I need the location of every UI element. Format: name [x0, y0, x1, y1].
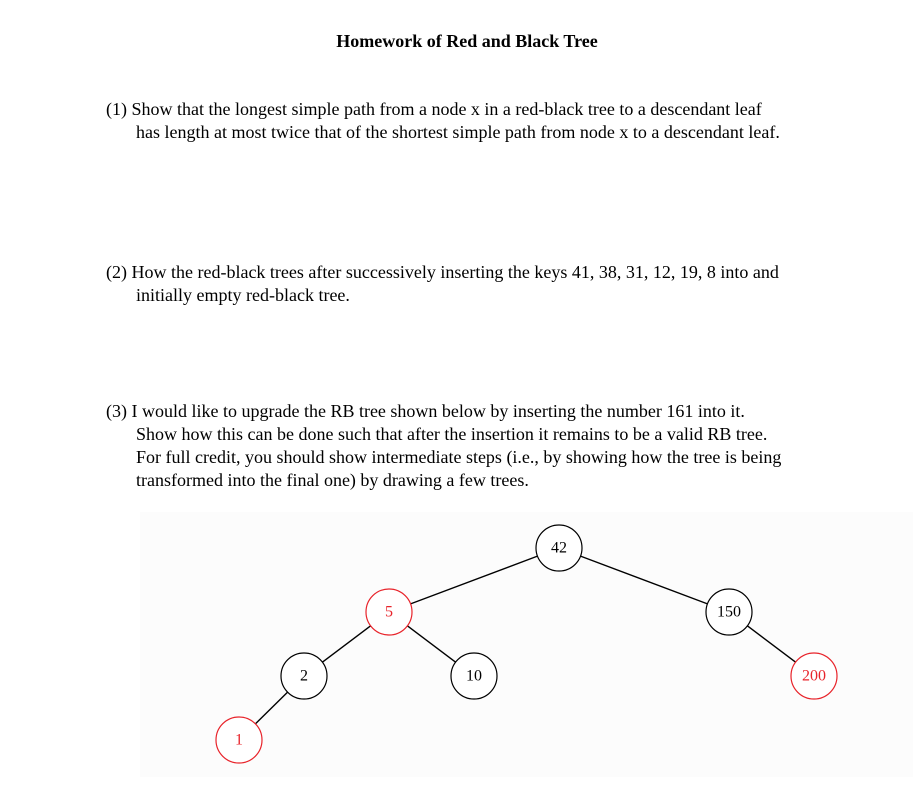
problem-1-line-1: (1) Show that the longest simple path from a node x in a red-black tree to a descendant leaf: [106, 99, 762, 119]
tree-node-42: [536, 525, 582, 571]
tree-edge-42-150: [581, 556, 708, 604]
tree-node-2: [281, 653, 327, 699]
tree-node-200: [791, 653, 837, 699]
tree-node-label: 1: [235, 731, 243, 749]
tree-edge-42-5: [411, 556, 538, 604]
tree-edge-2-1: [255, 692, 287, 724]
problem-1-line-2: has length at most twice that of the shortest simple path from node x to a descendant leaf.: [136, 122, 780, 142]
tree-node-10: [451, 653, 497, 699]
tree-edges: [255, 556, 795, 724]
problem-3-line-4: transformed into the final one) by drawing a few trees.: [136, 470, 529, 490]
tree-node-150: [706, 589, 752, 635]
problem-2-line-2: initially empty red-black tree.: [136, 285, 350, 305]
problem-3-line-1: (3) I would like to upgrade the RB tree shown below by inserting the number 161 into it.: [106, 401, 745, 421]
tree-node-label: 42: [551, 539, 567, 557]
tree-edge-5-2: [322, 626, 370, 662]
tree-edge-5-10: [407, 626, 455, 662]
tree-edge-150-200: [747, 626, 795, 662]
page-title: Homework of Red and Black Tree: [336, 31, 598, 51]
tree-node-label: 10: [466, 667, 482, 685]
problem-3-line-2: Show how this can be done such that after the insertion it remains to be a valid RB tree.: [136, 424, 768, 444]
tree-node-label: 5: [385, 603, 393, 621]
tree-node-label: 200: [802, 667, 826, 685]
tree-node-label: 150: [717, 603, 741, 621]
problem-2-line-1: (2) How the red-black trees after successively inserting the keys 41, 38, 31, 12, 19, 8 into and: [106, 262, 779, 282]
tree-node-5: [366, 589, 412, 635]
tree-node-label: 2: [300, 667, 308, 685]
tree-node-1: [216, 717, 262, 763]
problem-3-line-3: For full credit, you should show intermediate steps (i.e., by showing how the tree is being: [136, 447, 782, 467]
